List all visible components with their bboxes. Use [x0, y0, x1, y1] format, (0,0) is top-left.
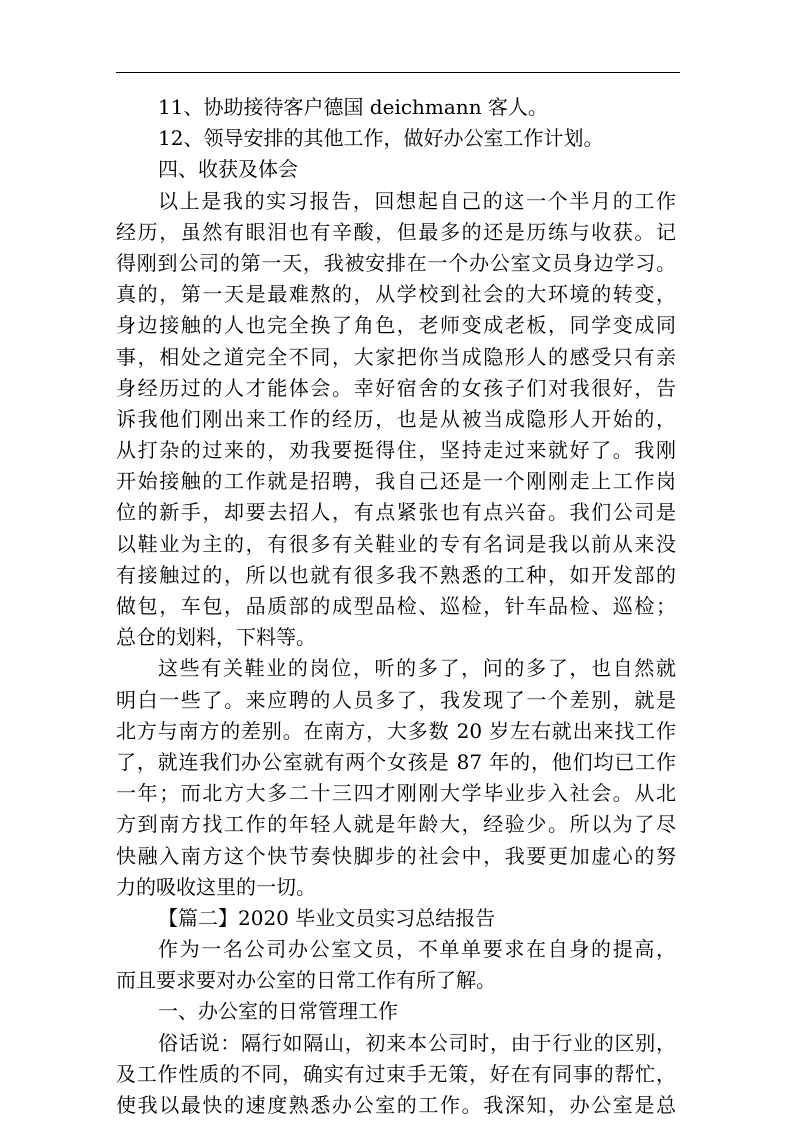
text-line: 【篇二】2020 毕业文员实习总结报告 — [158, 905, 496, 930]
text-line: 俗话说：隔行如隔山，初来本公司时，由于行业的区别， — [158, 1030, 676, 1055]
text-line: 身边接触的人也完全换了角色，老师变成老板，同学变成同 — [116, 313, 676, 338]
text-line: 明白一些了。来应聘的人员多了，我发现了一个差别，就是 — [116, 687, 676, 712]
text-line: 四、收获及体会 — [158, 157, 298, 182]
text-line: 身经历过的人才能体会。幸好宿舍的女孩子们对我很好，告 — [116, 375, 676, 400]
text-line: 经历，虽然有眼泪也有辛酸，但最多的还是历练与收获。记 — [116, 219, 676, 244]
text-line: 开始接触的工作就是招聘，我自己还是一个刚刚走上工作岗 — [116, 469, 676, 494]
text-line: 作为一名公司办公室文员，不单单要求在自身的提高， — [158, 937, 676, 962]
text-line: 快融入南方这个快节奏快脚步的社会中，我要更加虚心的努 — [116, 843, 676, 868]
text-line: 一、办公室的日常管理工作 — [158, 999, 398, 1024]
text-line: 11、协助接待客户德国 deichmann 客人。 — [158, 95, 548, 119]
header-rule — [116, 72, 680, 73]
text-line: 方到南方找工作的年轻人就是年龄大，经验少。所以为了尽 — [116, 812, 676, 837]
text-line: 做包，车包，品质部的成型品检、巡检，针车品检、巡检； — [116, 594, 676, 618]
body-text — [116, 92, 676, 1121]
text-line: 诉我他们刚出来工作的经历，也是从被当成隐形人开始的， — [116, 406, 676, 431]
text-line: 真的，第一天是最难熬的，从学校到社会的大环境的转变， — [116, 282, 676, 307]
text-line: 从打杂的过来的，劝我要挺得住，坚持走过来就好了。我刚 — [116, 438, 676, 463]
text-line: 使我以最快的速度熟悉办公室的工作。我深知，办公室是总 — [116, 1093, 676, 1117]
text-line: 有接触过的，所以也就有很多我不熟悉的工种，如开发部的 — [116, 562, 676, 587]
text-line: 事，相处之道完全不同，大家把你当成隐形人的感受只有亲 — [116, 344, 676, 369]
text-line: 以上是我的实习报告，回想起自己的这一个半月的工作 — [158, 188, 676, 213]
text-line: 12、领导安排的其他工作，做好办公室工作计划。 — [158, 126, 604, 151]
text-line: 了，就连我们办公室就有两个女孩是 87 年的，他们均已工作 — [116, 749, 676, 774]
text-line: 得刚到公司的第一天，我被安排在一个办公室文员身边学习。 — [116, 250, 676, 275]
text-line: 总仓的划料，下料等。 — [116, 625, 316, 650]
text-line: 及工作性质的不同，确实有过束手无策，好在有同事的帮忙， — [116, 1061, 676, 1086]
text-line: 这些有关鞋业的岗位，听的多了，问的多了，也自然就 — [158, 656, 676, 681]
text-line: 北方与南方的差别。在南方，大多数 20 岁左右就出来找工作 — [116, 718, 676, 743]
text-line: 以鞋业为主的，有很多有关鞋业的专有名词是我以前从来没 — [116, 531, 676, 556]
text-line: 一年；而北方大多二十三四才刚刚大学毕业步入社会。从北 — [116, 781, 676, 806]
text-line: 位的新手，却要去招人，有点紧张也有点兴奋。我们公司是 — [116, 500, 676, 525]
text-line: 力的吸收这里的一切。 — [116, 874, 316, 899]
text-line: 而且要求要对办公室的日常工作有所了解。 — [116, 968, 496, 993]
